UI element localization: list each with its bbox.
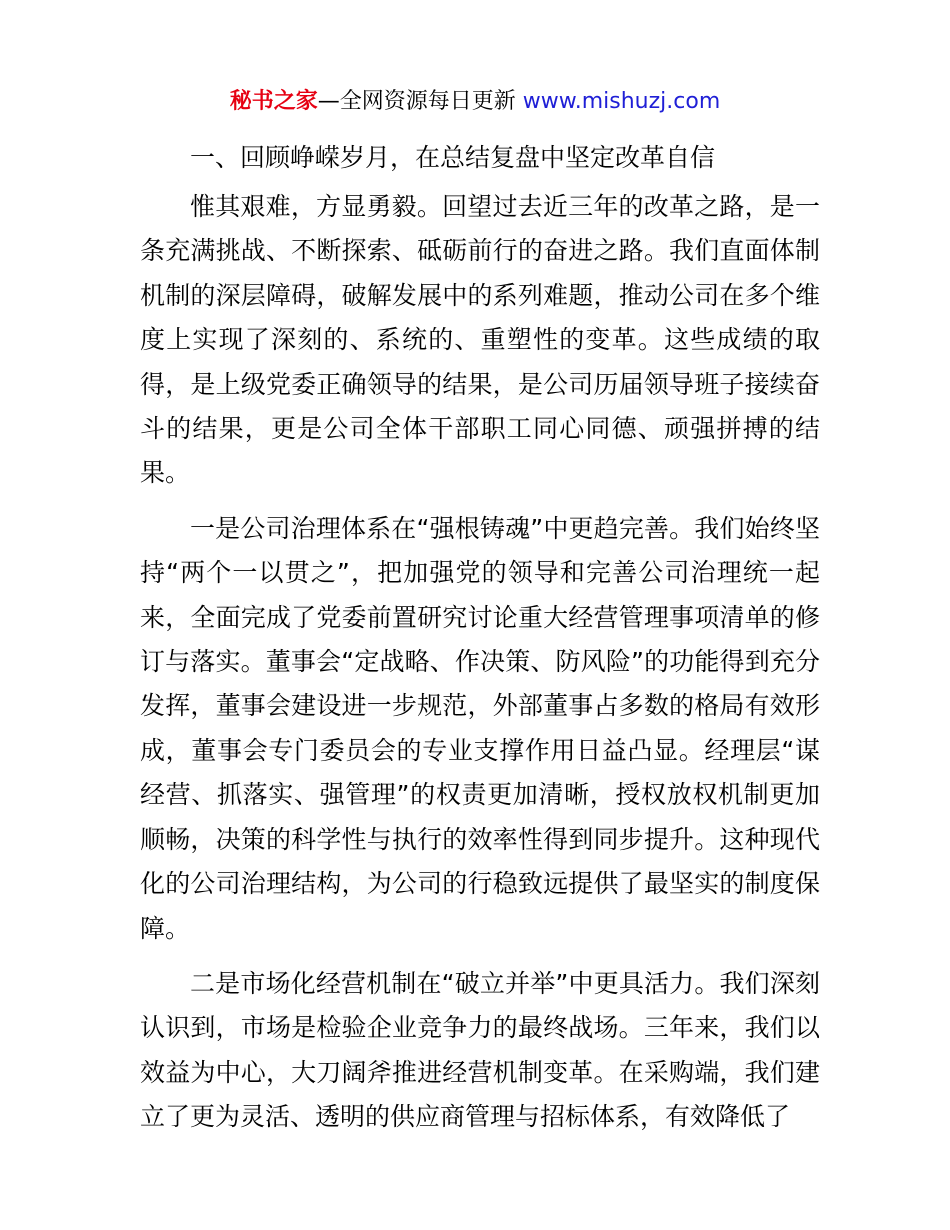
paragraph-intro: 惟其艰难，方显勇毅。回望过去近三年的改革之路，是一条充满挑战、不断探索、砥砺前行的奋进之路。我们直面体制机制的深层障碍，破解发展中的系列难题，推动公司在多个维度上实现了深刻的、系统的、重塑性的变革。这些成绩的取得，是上级党委正确领导的结果，是公司历届领导班子接续奋斗的结果，更是公司全体干部职工同心同德、顽强拼搏的结果。 [140,192,820,488]
header-tagline: —全网资源每日更新 [317,89,523,114]
brand-name: 秘书之家 [229,89,318,114]
site-header [0,86,950,118]
document-body [140,136,820,1151]
paragraph-market-mechanism: 二是市场化经营机制在“破立并举”中更具活力。我们深刻认识到，市场是检验企业竞争力的最终战场。三年来，我们以效益为中心，大刀阔斧推进经营机制变革。在采购端，我们建立了更为灵活、透明的供应商管理与招标体系，有效降低了 [140,968,820,1132]
site-url-link[interactable]: www.mishuzj.com [522,89,721,114]
section-heading: 一、回顾峥嵘岁月，在总结复盘中坚定改革自信 [190,143,716,172]
paragraph-governance: 一是公司治理体系在“强根铸魂”中更趋完善。我们始终坚持“两个一以贯之”，把加强党的领导和完善公司治理统一起来，全面完成了党委前置研究讨论重大经营管理事项清单的修订与落实。董事会“定战略、作决策、防风险”的功能得到充分发挥，董事会建设进一步规范，外部董事占多数的格局有效形成，董事会专门委员会的专业支撑作用日益凸显。经理层“谋经营、抓落实、强管理”的权责更加清晰，授权放权机制更加顺畅，决策的科学性与执行的效率性得到同步提升。这种现代化的公司治理结构，为公司的行稳致远提供了最坚实的制度保障。 [140,513,820,943]
